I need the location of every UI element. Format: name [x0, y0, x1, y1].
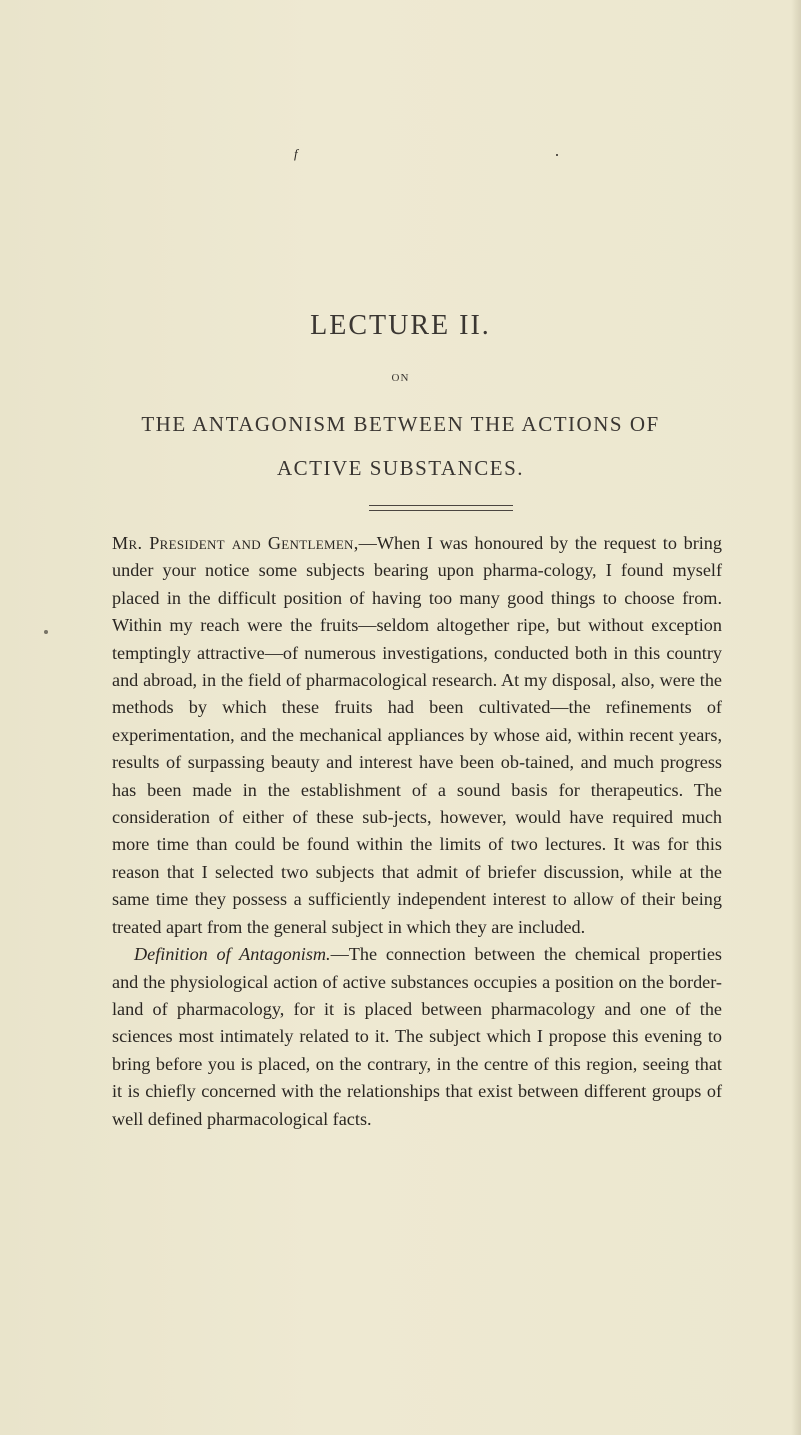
paragraph-opening-text: —When I was honoured by the request to bring under your notice some subjects bearing upon pharma-cology, I found myself placed in the difficult position of having too many good things to choose from. Within my reach were the fruits—seldom altogether ripe, but without exception temptingly attractive—of numerous investigations, conducted both in this country and abroad, in the field of pharmacological research. At my disposal, also, were the methods by which these fruits had been cultivated—the refinements of experimentation, and the mechanical appliances by whose aid, within recent years, results of surpassing beauty and interest have been ob-tained, and much progress has been made in the establishment of a sound basis for therapeutics. The consideration of either of these sub-jects, however, would have required much more time than could be found within the limits of two lectures. It was for this reason that I selected two subjects that admit of briefer discussion, while at the same time they possess a sufficiently independent interest to allow of their being treated apart from the general subject in which they are included. [112, 533, 722, 937]
subject-title-line-2: ACTIVE SUBSTANCES. [276, 456, 524, 480]
on-label: ON [391, 372, 410, 384]
body-text [112, 530, 722, 1133]
salutation: Mr. President and Gentlemen, [112, 533, 359, 553]
paragraph-opening [112, 530, 722, 941]
paragraph-definition-text: —The connection between the chemical properties and the physiological action of active substances occupies a position on the border-land of pharmacology, for it is placed between pharmacology and one of the sciences most intimately related to it. The subject which I propose this evening to bring before you is placed, on the contrary, in the centre of this region, seeing that it is chiefly concerned with the relationships that exist between different groups of well defined pharmacological facts. [112, 944, 722, 1129]
paragraph-definition [112, 941, 722, 1133]
divider-rule-bottom [369, 510, 513, 511]
ink-speck [44, 630, 48, 634]
section-heading: Definition of Antagonism. [134, 944, 331, 965]
divider-rule-top [369, 505, 513, 506]
subject-title-line-1: THE ANTAGONISM BETWEEN THE ACTIONS OF [141, 412, 660, 436]
printer-mark: f [294, 146, 298, 161]
ink-speck [556, 154, 558, 156]
lecture-title: LECTURE II. [310, 310, 491, 341]
page-edge-shadow [791, 0, 801, 1435]
